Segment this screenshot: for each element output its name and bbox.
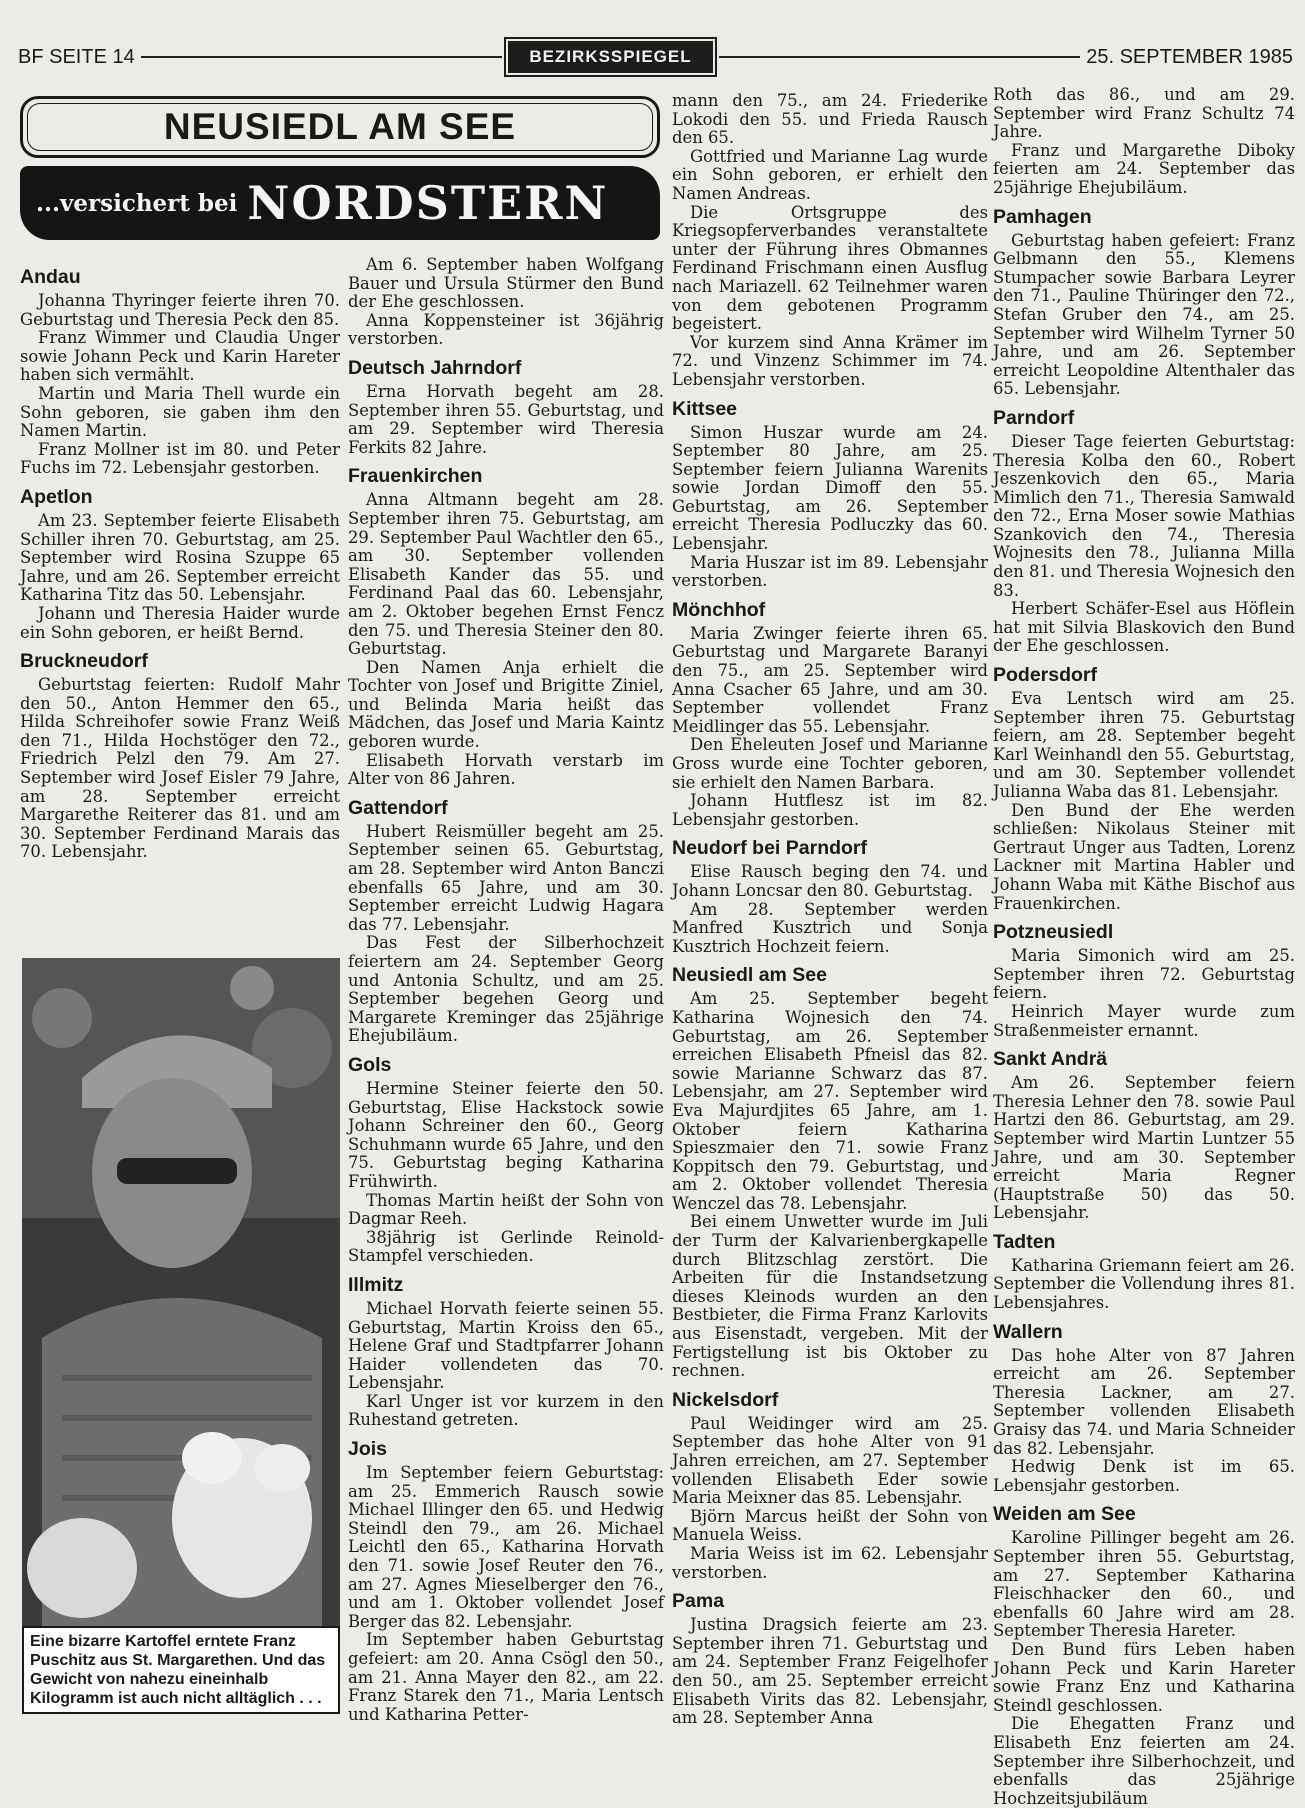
news-paragraph: Am 23. September feierte Elisabeth Schiller ihren 70. Geburtstag, am 25. September wird Rosina Szuppe 65 Jahre, und am 26. September erreicht Katharina Titz das 50. Lebensjahr.	[20, 510, 340, 605]
news-paragraph: Erna Horvath begeht am 28. September ihren 55. Geburtstag, und am 29. September wird Theresia Ferkits 82 Jahre.	[348, 381, 664, 457]
news-paragraph: Katharina Griemann feiert am 26. September die Vollendung ihres 81. Lebensjahres.	[993, 1255, 1295, 1313]
news-paragraph: Roth das 86., und am 29. September wird Franz Schultz 74 Jahre.	[993, 85, 1295, 142]
column-2	[348, 256, 664, 1724]
news-paragraph: Karoline Pillinger begeht am 26. September ihren 55. Geburtstag, am 27. September Katharina Fleischhacker den 60., und ebenfalls 60 Jahre wird am 28. September Theresia Hareter.	[993, 1528, 1295, 1641]
potato-photo	[22, 958, 340, 1626]
news-paragraph: Maria Simonich wird am 25. September ihren 72. Geburtstag feiern.	[993, 946, 1295, 1003]
news-paragraph: Elise Rausch beging den 74. und Johann Loncsar den 80. Geburtstag.	[672, 862, 988, 900]
header-rule-left	[141, 56, 503, 58]
news-paragraph: Hubert Reismüller begeht am 25. September seinen 65. Geburtstag, am 28. September wird Anton Banczi ebenfalls 65 Jahre, und am 30. September erreicht Ludwig Hagara das 77. Lebensjahr.	[348, 821, 664, 934]
town-heading-weiden-am-see: Weiden am See	[993, 1503, 1136, 1526]
town-heading-andau: Andau	[20, 266, 81, 288]
news-paragraph: Martin und Maria Thell wurde ein Sohn geboren, sie gaben ihm den Namen Martin.	[20, 383, 340, 441]
news-paragraph: Maria Weiss ist im 62. Lebensjahr verstorben.	[672, 1543, 988, 1582]
news-paragraph: Geburtstag haben gefeiert: Franz Gelbmann den 55., Klemens Stumpacher sowie Barbara Leyrer den 71., Pauline Thüringer den 72., Stefan Gruber den 74., am 25. September wird Wilhelm Tyrner 50 Jahre, und am 26. September erreicht Leopoldine Altenthaler das 65. Lebensjahr.	[993, 230, 1295, 399]
town-heading-sankt-andrä: Sankt Andrä	[993, 1048, 1108, 1071]
news-paragraph: Johann und Theresia Haider wurde ein Sohn geboren, er heißt Bernd.	[20, 603, 340, 642]
news-paragraph: Maria Zwinger feierte ihren 65. Geburtstag und Margarete Baranyi den 75., am 25. September wird Anna Csacher 65 Jahre, und am 30. September vollendet Franz Meidlinger das 55. Lebensjahr.	[672, 623, 988, 736]
news-paragraph: Thomas Martin heißt der Sohn von Dagmar Reeh.	[348, 1190, 664, 1229]
town-heading-kittsee: Kittsee	[672, 397, 738, 420]
news-paragraph: Franz Wimmer und Claudia Unger sowie Johann Peck und Karin Hareter haben sich vermählt.	[20, 328, 340, 385]
news-paragraph: Den Eheleuten Josef und Marianne Gross wurde eine Tochter geboren, sie erhielt den Namen Barbara.	[672, 735, 988, 792]
news-paragraph: Am 25. September begeht Katharina Wojnesich den 74. Geburtstag, am 26. September erreichen Elisabeth Pfneisl das 82. sowie Marianne Schwarz das 87. Lebensjahr, am 27. September wird Eva Majurdjites 65 Jahre, am 1. Oktober feiern Katharina Spieszmaier den 71. sowie Franz Koppitsch den 79. Geburtstag, und am 2. Oktober vollendet Theresia Wenczel das 78. Lebensjahr.	[672, 989, 988, 1213]
town-heading-illmitz: Illmitz	[348, 1273, 404, 1296]
news-paragraph: Franz Mollner ist im 80. und Peter Fuchs im 72. Lebensjahr gestorben.	[20, 439, 340, 478]
news-paragraph: Im September feiern Geburtstag: am 25. Emmerich Rausch sowie Michael Illinger den 65. und Hedwig Steindl den 79., am 26. Michael Leichtl den 65., Katharina Horvath den 71. sowie Josef Reuter den 76., am 27. Agnes Mieselberger den 76., und am 1. Oktober vollendet Josef Berger das 82. Lebensjahr.	[348, 1463, 664, 1631]
district-title-box	[20, 96, 660, 158]
news-paragraph: Dieser Tage feierten Geburtstag: Theresia Kolba den 60., Robert Jeszenkovich den 65., Maria Mimlich den 71., Theresia Samwald den 72., Erna Moser sowie Mathias Szankovich den 74., Theresia Wojnesits den 78., Julianna Milla den 81. und Theresia Wojnesich den 83.	[993, 431, 1295, 600]
header-rule-right	[719, 56, 1081, 58]
news-paragraph: Franz und Margarethe Diboky feierten am 24. September das 25jährige Ehejubiläum.	[993, 140, 1295, 197]
photo-caption: Eine bizarre Kartoffel erntete Franz Puschitz aus St. Margarethen. Und das Gewicht von nahezu eineinhalb Kilogramm ist auch nicht alltäglich . . .	[22, 1626, 340, 1714]
page-header	[18, 44, 1293, 70]
news-paragraph: Die Ortsgruppe des Kriegsopferverbandes veranstaltete unter der Führung ihres Obmannes Ferdinand Frischmann einen Ausflug nach Mariazell. 62 Teilnehmer waren von dem gebotenen Programm begeistert.	[672, 202, 988, 334]
news-paragraph: Am 6. September haben Wolfgang Bauer und Ursula Stürmer den Bund der Ehe geschlossen.	[348, 255, 664, 312]
news-paragraph: Am 28. September werden Manfred Kusztrich und Sonja Kusztrich Hochzeit feiern.	[672, 899, 988, 956]
news-paragraph: Elisabeth Horvath verstarb im Alter von 86 Jahren.	[348, 750, 664, 789]
sponsor-prefix: ...versichert bei	[36, 189, 238, 217]
town-heading-pama: Pama	[672, 1590, 725, 1613]
news-paragraph: Herbert Schäfer-Esel aus Höflein hat mit Silvia Blaskovich den Bund der Ehe geschlossen.	[993, 599, 1295, 656]
sponsor-brand: NORDSTERN	[247, 176, 609, 230]
town-heading-parndorf: Parndorf	[993, 406, 1075, 429]
news-paragraph: Anna Koppensteiner ist 36jährig verstorben.	[348, 310, 664, 349]
sponsor-banner	[20, 166, 660, 240]
news-paragraph: 38jährig ist Gerlinde Reinold-Stampfel verschieden.	[348, 1227, 664, 1266]
news-paragraph: Anna Altmann begeht am 28. September ihren 75. Geburtstag, am 29. September Paul Wachtler den 65., am 30. September vollenden Elisabeth Kander das 55. und Ferdinand Paal das 60. Lebensjahr, am 2. Oktober begehen Ernst Fencz den 75. und Theresia Steiner den 80. Geburtstag.	[348, 490, 664, 659]
column-1	[20, 258, 340, 862]
district-title: NEUSIEDL AM SEE	[163, 106, 517, 147]
news-paragraph: Vor kurzem sind Anna Krämer im 72. und Vinzenz Schimmer im 74. Lebensjahr verstorben.	[672, 332, 988, 389]
town-heading-neudorf-bei-parndorf: Neudorf bei Parndorf	[672, 837, 868, 860]
town-heading-apetlon: Apetlon	[20, 485, 93, 508]
town-heading-gols: Gols	[348, 1053, 392, 1076]
column-4	[993, 86, 1295, 1808]
town-heading-wallern: Wallern	[993, 1320, 1063, 1343]
news-paragraph: Karl Unger ist vor kurzem in den Ruhestand getreten.	[348, 1391, 664, 1430]
news-paragraph: Justina Dragsich feierte am 23. September ihren 71. Geburtstag und am 24. September Franz Feigelhofer den 50., am 25. September erreicht Elisabeth Virits das 82. Lebensjahr, am 28. September Anna	[672, 1615, 988, 1728]
news-paragraph: Hedwig Denk ist im 65. Lebensjahr gestorben.	[993, 1457, 1295, 1495]
news-paragraph: Gottfried und Marianne Lag wurde ein Sohn geboren, er erhielt den Namen Andreas.	[672, 146, 988, 203]
news-paragraph: Michael Horvath feierte seinen 55. Geburtstag, Martin Kroiss den 65., Helene Graf und Stadtpfarrer Johann Haider vollendeten das 70. Lebensjahr.	[348, 1298, 664, 1393]
news-paragraph: Heinrich Mayer wurde zum Straßenmeister ernannt.	[993, 1001, 1295, 1040]
news-paragraph: Björn Marcus heißt der Sohn von Manuela Weiss.	[672, 1506, 988, 1545]
man-with-potato-image	[22, 958, 340, 1626]
news-paragraph: Im September haben Geburtstag gefeiert: am 20. Anna Csögl den 50., am 21. Anna Mayer den 82., am 22. Franz Starek den 71., Maria Lentsch und Katharina Petter-	[348, 1630, 664, 1724]
news-paragraph: Das Fest der Silberhochzeit feiertern am 24. September Georg und Antonia Schultz, und am 25. September begehen Georg und Margarete Kreminger das 25jährige Ehejubiläum.	[348, 933, 664, 1046]
section-label: BEZIRKSSPIEGEL	[508, 41, 712, 73]
town-heading-podersdorf: Podersdorf	[993, 664, 1098, 687]
news-paragraph: Paul Weidinger wird am 25. September das hohe Alter von 91 Jahren erreichen, am 27. September vollenden Elisabeth Eder sowie Maria Meixner das 85. Lebensjahr.	[672, 1413, 988, 1508]
column-3	[672, 92, 988, 1728]
page-number: BF SEITE 14	[18, 45, 135, 68]
news-paragraph: Eva Lentsch wird am 25. September ihren 75. Geburtstag feiern, am 28. September begeht Karl Weinhandl den 55. Geburtstag, und am 30. September vollendet Julianna Waba das 81. Lebensjahr.	[993, 689, 1295, 801]
issue-date: 25. SEPTEMBER 1985	[1086, 45, 1293, 68]
town-heading-mönchhof: Mönchhof	[672, 598, 766, 621]
news-paragraph: Den Namen Anja erhielt die Tochter von Josef und Brigitte Ziniel, und Belinda Maria heißt das Mädchen, das Josef und Maria Kaintz geboren wurde.	[348, 657, 664, 752]
news-paragraph: Am 26. September feiern Theresia Lehner den 78. sowie Paul Hartzi den 86. Geburtstag, am 29. September wird Martin Luntzer 55 Jahre, und am 30. September erreicht Maria Regner (Hauptstraße 50) das 50. Lebensjahr.	[993, 1073, 1295, 1223]
town-heading-pamhagen: Pamhagen	[993, 205, 1092, 228]
town-heading-gattendorf: Gattendorf	[348, 796, 448, 819]
town-heading-frauenkirchen: Frauenkirchen	[348, 465, 483, 488]
news-paragraph: Johanna Thyringer feierte ihren 70. Geburtstag und Theresia Peck den 85.	[20, 291, 340, 329]
town-heading-deutsch-jahrndorf: Deutsch Jahrndorf	[348, 356, 522, 379]
news-paragraph: Simon Huszar wurde am 24. September 80 Jahre, am 25. September feiern Julianna Warenits sowie Jordan Dimoff den 55. Geburtstag, am 26. September erreicht Theresia Podluczky das 60. Lebensjahr.	[672, 422, 988, 554]
town-heading-bruckneudorf: Bruckneudorf	[20, 650, 148, 673]
news-paragraph: Den Bund der Ehe werden schließen: Nikolaus Steiner mit Gertraut Unger aus Tadten, Lorenz Lackner mit Martina Habler und Johann Waba mit Käthe Bischof aus Frauenkirchen.	[993, 800, 1295, 913]
news-paragraph: Das hohe Alter von 87 Jahren erreicht am 26. September Theresia Lackner, am 27. September vollenden Elisabeth Graisy das 74. und Maria Schneider das 82. Lebensjahr.	[993, 1345, 1295, 1458]
news-paragraph: Die Ehegatten Franz und Elisabeth Enz feierten am 24. September ihre Silberhochzeit, und ebenfalls das 25jährige Hochzeitsjubiläum	[993, 1714, 1295, 1808]
news-paragraph: Johann Hutflesz ist im 82. Lebensjahr gestorben.	[672, 791, 988, 829]
town-heading-nickelsdorf: Nickelsdorf	[672, 1388, 779, 1411]
news-paragraph: mann den 75., am 24. Friederike Lokodi den 55. und Frieda Rausch den 65.	[672, 91, 988, 148]
town-heading-neusiedl-am-see: Neusiedl am See	[672, 964, 827, 987]
news-paragraph: Maria Huszar ist im 89. Lebensjahr verstorben.	[672, 552, 988, 591]
town-heading-jois: Jois	[348, 1438, 388, 1461]
town-heading-tadten: Tadten	[993, 1230, 1056, 1253]
news-paragraph: Hermine Steiner feierte den 50. Geburtstag, Elise Hackstock sowie Johann Schreiner den 60., Georg Schuhmann wurde 65 Jahre, und den 75. Geburtstag beging Katharina Frühwirth.	[348, 1078, 664, 1191]
news-paragraph: Bei einem Unwetter wurde im Juli der Turm der Kalvarienbergkapelle durch Blitzschlag zerstört. Die Arbeiten für die Instandsetzung dieses Kleinods wurden an den Bestbieter, die Firma Franz Karlovits aus Eisenstadt, vergeben. Mit der Fertigstellung ist bis Oktober zu rechnen.	[672, 1212, 988, 1381]
news-paragraph: Den Bund fürs Leben haben Johann Peck und Karin Hareter sowie Franz Enz und Katharina Steindl geschlossen.	[993, 1639, 1295, 1715]
town-heading-potzneusiedl: Potzneusiedl	[993, 921, 1114, 944]
news-paragraph: Geburtstag feierten: Rudolf Mahr den 50., Anton Hemmer den 65., Hilda Schreihofer sowie Franz Weiß den 71., Hilda Hochstöger den 72., Friedrich Pelzl den 79. Am 27. September wird Josef Eisler 79 Jahre, am 28. September erreicht Margarethe Reiterer das 81. und am 30. September Ferdinand Marais das 70. Lebensjahr.	[20, 675, 340, 862]
